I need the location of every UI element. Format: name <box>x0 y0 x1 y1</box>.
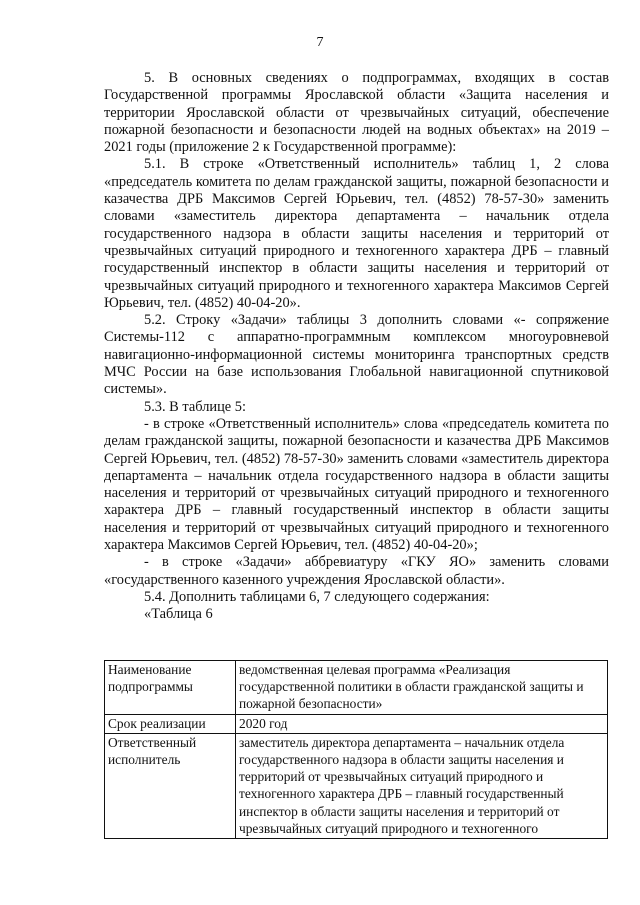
paragraph-5-3-item-1: - в строке «Ответственный исполнитель» слова «председатель комитета по делам гражданской защиты, пожарной безопасности и казачества ДРБ Максимов Сергей Юрьевич, тел. (4852) 78-57-30» заменить словами «заместитель директора департамента – начальник отдела государственного надзора в области защиты населения и территорий от чрезвычайных ситуаций природного и техногенного характера ДРБ – главный государственный инспектор в области защиты населения и территорий от чрезвычайных ситуаций природного и техногенного характера Максимов Сергей Юрьевич, тел. (4852) 40-04-20»; <box>104 415 609 554</box>
subprogram-table <box>104 660 608 839</box>
page-number: 7 <box>316 35 324 50</box>
table-cell-label: Срок реализации <box>105 714 236 733</box>
table-row <box>105 661 608 715</box>
paragraph-5-3: 5.3. В таблице 5: <box>144 398 246 415</box>
paragraph-5-3-item-2: - в строке «Задачи» аббревиатуру «ГКУ ЯО» заменить словами «государственного казенного учреждения Ярославской области». <box>104 554 609 588</box>
table-cell-value: 2020 год <box>236 714 608 733</box>
table-cell-label: Ответственный исполнитель <box>105 733 236 838</box>
paragraph-5-4: 5.4. Дополнить таблицами 6, 7 следующего содержания: <box>144 588 490 605</box>
table-cell-value: заместитель директора департамента – начальник отдела государственного надзора в области защиты населения и территорий от чрезвычайных ситуаций природного и техногенного характера ДРБ – главный государственный инспектор в области защиты населения и территорий от чрезвычайных ситуаций природного и техногенного <box>236 733 608 838</box>
table-row <box>105 714 608 733</box>
table-caption: «Таблица 6 <box>144 606 213 623</box>
table-cell-value: ведомственная целевая программа «Реализация государственной политики в области гражданской защиты и пожарной безопасности» <box>236 661 608 715</box>
document-body <box>104 70 609 624</box>
paragraph-5-2: 5.2. Строку «Задачи» таблицы 3 дополнить словами «- сопряжение Системы-112 с аппаратно-программным комплексом многоуровневой навигационно-информационной системы мониторинга транспортных средств МЧС России на базе использования Глобальной навигационной спутниковой системы». <box>104 312 609 398</box>
table-cell-label: Наименование подпрограммы <box>105 661 236 715</box>
paragraph-5-1: 5.1. В строке «Ответственный исполнитель» таблиц 1, 2 слова «председатель комитета по делам гражданской защиты, пожарной безопасности и казачества ДРБ Максимов Сергей Юрьевич, тел. (4852) 78-57-30» заменить словами «заместитель директора департамента – начальник отдела государственного надзора в области защиты населения и территорий от чрезвычайных ситуаций природного и техногенного характера ДРБ – главный государственный инспектор в области защиты населения и территорий от чрезвычайных ситуаций природного и техногенного характера Максимов Сергей Юрьевич, тел. (4852) 40-04-20». <box>104 156 609 311</box>
table-row <box>105 733 608 838</box>
paragraph-5: 5. В основных сведениях о подпрограммах, входящих в состав Государственной программы Ярославской области «Защита населения и территории Ярославской области от чрезвычайных ситуаций, обеспечение пожарной безопасности и безопасности людей на водных объектах» на 2019 – 2021 годы (приложение 2 к Государственной программе): <box>104 70 609 156</box>
